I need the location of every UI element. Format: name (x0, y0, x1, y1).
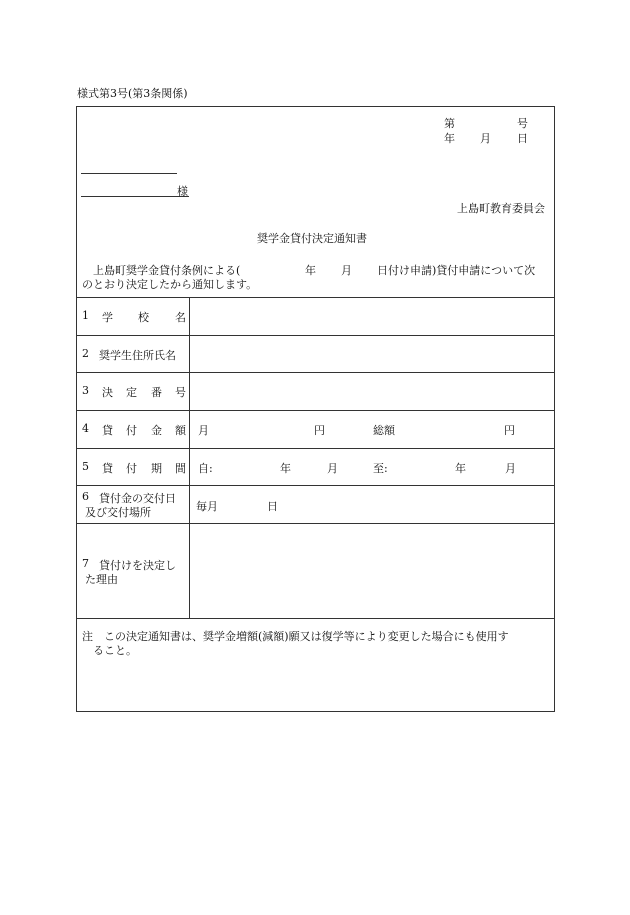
table-bottom-border (77, 618, 554, 619)
form-number-label: 様式第3号(第3条関係) (77, 87, 188, 100)
row-number: 2 (82, 347, 89, 360)
label-text: 奨学生住所氏名 (99, 349, 176, 362)
label-char: 額 (175, 424, 186, 437)
row-number: 1 (82, 309, 89, 322)
addressee-honorific: 様 (177, 185, 188, 198)
label-char: 番 (151, 386, 162, 399)
period-to-year: 年 (455, 462, 466, 475)
addressee-line-1 (81, 173, 177, 174)
row-number: 5 (82, 460, 89, 473)
label-char: 学 (102, 311, 113, 324)
period-from-label: 自: (198, 462, 213, 475)
period-to-month: 月 (505, 462, 516, 475)
label-char: 校 (138, 311, 149, 324)
monthly-yen-unit: 円 (314, 424, 325, 437)
every-month-label: 毎月 (196, 500, 218, 513)
row-number: 7 (82, 557, 89, 570)
row-number: 3 (82, 384, 89, 397)
notice-form-frame (76, 106, 555, 712)
document-number-prefix: 第 (444, 117, 455, 130)
label-char: 名 (175, 311, 186, 324)
intro-text-end: 日付け申請)貸付申請について次 (377, 264, 536, 277)
row-number: 4 (82, 422, 89, 435)
label-char: 金 (151, 424, 162, 437)
label-char: 定 (126, 386, 137, 399)
row-divider (77, 485, 554, 486)
period-to-label: 至: (373, 462, 388, 475)
note-line-1: 注 この決定通知書は、奨学金増額(減額)願又は復学等により変更した場合にも使用す (82, 630, 509, 643)
period-from-month: 月 (327, 462, 338, 475)
label-char: 期 (151, 462, 162, 475)
label-char: 付 (126, 462, 137, 475)
label-text: た理由 (85, 573, 118, 586)
intro-text-line-2: のとおり決定したから通知します。 (82, 278, 258, 291)
row-divider (77, 372, 554, 373)
label-char: 間 (175, 462, 186, 475)
monthly-amount-label: 月 (198, 424, 209, 437)
row-divider (77, 335, 554, 336)
total-amount-label: 総額 (373, 424, 395, 437)
intro-year: 年 (305, 264, 316, 277)
row-divider (77, 523, 554, 524)
document-number-suffix: 号 (517, 117, 528, 130)
intro-month: 月 (341, 264, 352, 277)
intro-text-start: 上島町奨学金貸付条例による( (93, 264, 241, 277)
label-char: 貸 (102, 424, 113, 437)
label-char: 号 (175, 386, 186, 399)
date-month: 月 (480, 132, 491, 145)
label-char: 決 (102, 386, 113, 399)
period-from-year: 年 (280, 462, 291, 475)
issuer-name: 上島町教育委員会 (457, 202, 545, 215)
row-divider (77, 448, 554, 449)
label-char: 貸 (102, 462, 113, 475)
label-text: 貸付金の交付日 (99, 492, 176, 505)
label-text: 及び交付場所 (85, 506, 151, 519)
row-number: 6 (82, 490, 89, 503)
label-text: 貸付けを決定し (99, 559, 176, 572)
row-divider (77, 410, 554, 411)
total-yen-unit: 円 (504, 424, 515, 437)
addressee-line-2 (81, 196, 189, 197)
document-title: 奨学金貸付決定通知書 (257, 232, 367, 245)
day-unit: 日 (267, 500, 278, 513)
column-divider (189, 297, 190, 618)
date-day: 日 (517, 132, 528, 145)
note-line-2: ること。 (93, 644, 137, 657)
date-year: 年 (444, 132, 455, 145)
table-top-border (77, 297, 554, 298)
label-char: 付 (126, 424, 137, 437)
